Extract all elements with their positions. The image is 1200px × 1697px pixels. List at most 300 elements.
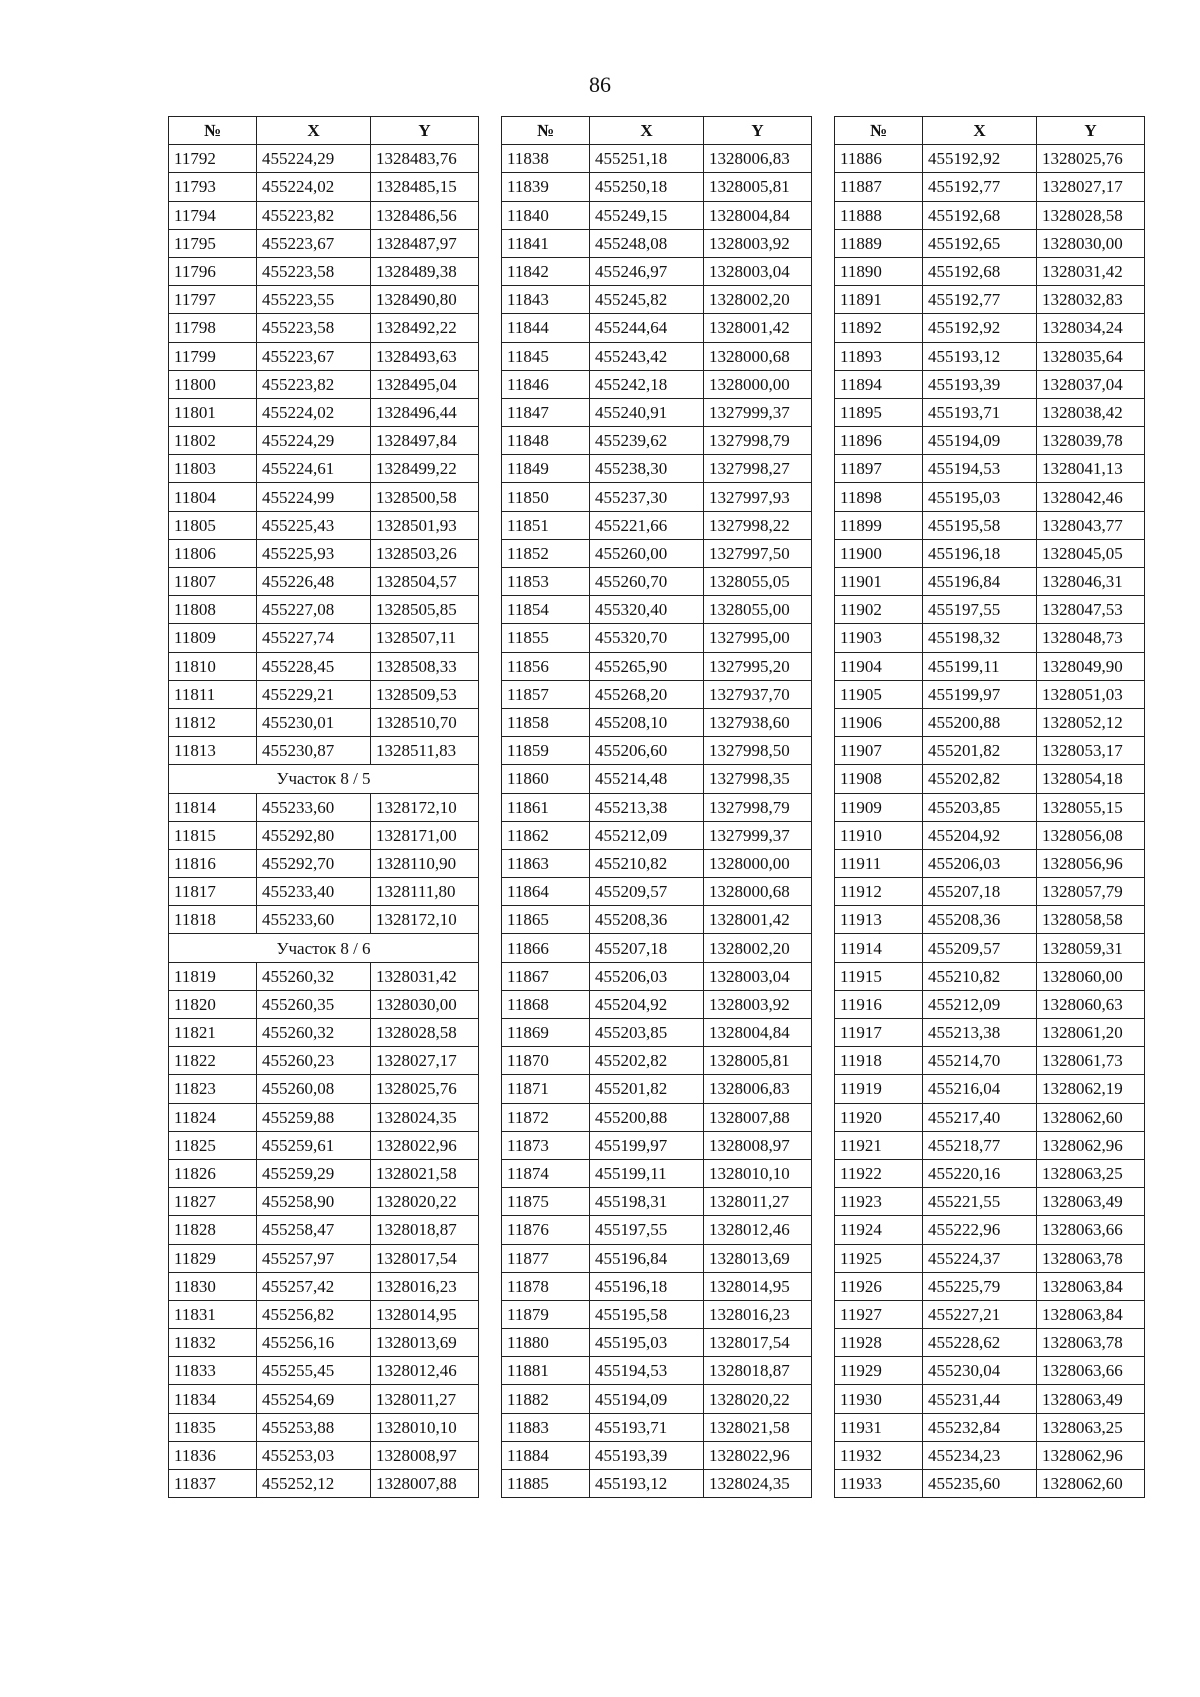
table-row bbox=[835, 652, 1145, 680]
point-number-cell: 11911 bbox=[835, 849, 923, 877]
table-row bbox=[169, 596, 479, 624]
y-coordinate-cell: 1327998,79 bbox=[704, 793, 812, 821]
x-coordinate-cell: 455253,03 bbox=[257, 1441, 371, 1469]
table-header-row bbox=[169, 117, 479, 145]
point-number-cell: 11906 bbox=[835, 708, 923, 736]
x-coordinate-cell: 455207,18 bbox=[590, 934, 704, 962]
x-coordinate-cell: 455220,16 bbox=[923, 1159, 1037, 1187]
y-coordinate-cell: 1328000,00 bbox=[704, 370, 812, 398]
y-coordinate-cell: 1328061,20 bbox=[1037, 1019, 1145, 1047]
x-coordinate-cell: 455224,02 bbox=[257, 173, 371, 201]
x-coordinate-cell: 455209,57 bbox=[590, 878, 704, 906]
table-row bbox=[502, 1047, 812, 1075]
x-coordinate-cell: 455193,71 bbox=[590, 1413, 704, 1441]
x-coordinate-cell: 455234,23 bbox=[923, 1441, 1037, 1469]
x-coordinate-cell: 455230,87 bbox=[257, 737, 371, 765]
y-coordinate-cell: 1328501,93 bbox=[371, 511, 479, 539]
table-row bbox=[169, 1329, 479, 1357]
header-number: № bbox=[169, 117, 257, 145]
x-coordinate-cell: 455260,32 bbox=[257, 1019, 371, 1047]
table-row bbox=[169, 1216, 479, 1244]
table-row bbox=[169, 1357, 479, 1385]
x-coordinate-cell: 455212,09 bbox=[923, 990, 1037, 1018]
y-coordinate-cell: 1328017,54 bbox=[704, 1329, 812, 1357]
y-coordinate-cell: 1328043,77 bbox=[1037, 511, 1145, 539]
table-header-row bbox=[502, 117, 812, 145]
point-number-cell: 11879 bbox=[502, 1300, 590, 1328]
header-y: Y bbox=[1037, 117, 1145, 145]
table-row bbox=[835, 624, 1145, 652]
point-number-cell: 11929 bbox=[835, 1357, 923, 1385]
point-number-cell: 11803 bbox=[169, 455, 257, 483]
table-row bbox=[169, 1075, 479, 1103]
table-row bbox=[169, 145, 479, 173]
y-coordinate-cell: 1328060,63 bbox=[1037, 990, 1145, 1018]
point-number-cell: 11851 bbox=[502, 511, 590, 539]
x-coordinate-cell: 455230,01 bbox=[257, 708, 371, 736]
x-coordinate-cell: 455210,82 bbox=[923, 962, 1037, 990]
point-number-cell: 11874 bbox=[502, 1159, 590, 1187]
point-number-cell: 11821 bbox=[169, 1019, 257, 1047]
point-number-cell: 11924 bbox=[835, 1216, 923, 1244]
y-coordinate-cell: 1327938,60 bbox=[704, 708, 812, 736]
point-number-cell: 11862 bbox=[502, 821, 590, 849]
y-coordinate-cell: 1328054,18 bbox=[1037, 765, 1145, 793]
table-row bbox=[502, 539, 812, 567]
point-number-cell: 11854 bbox=[502, 596, 590, 624]
point-number-cell: 11843 bbox=[502, 286, 590, 314]
y-coordinate-cell: 1328171,00 bbox=[371, 821, 479, 849]
x-coordinate-cell: 455248,08 bbox=[590, 229, 704, 257]
x-coordinate-cell: 455251,18 bbox=[590, 145, 704, 173]
y-coordinate-cell: 1327999,37 bbox=[704, 821, 812, 849]
table-row bbox=[502, 1131, 812, 1159]
table-row bbox=[835, 511, 1145, 539]
y-coordinate-cell: 1328013,69 bbox=[371, 1329, 479, 1357]
x-coordinate-cell: 455203,85 bbox=[590, 1019, 704, 1047]
y-coordinate-cell: 1328007,88 bbox=[704, 1103, 812, 1131]
table-row bbox=[502, 624, 812, 652]
x-coordinate-cell: 455260,08 bbox=[257, 1075, 371, 1103]
table-row bbox=[835, 201, 1145, 229]
x-coordinate-cell: 455196,18 bbox=[590, 1272, 704, 1300]
y-coordinate-cell: 1328487,97 bbox=[371, 229, 479, 257]
y-coordinate-cell: 1328483,76 bbox=[371, 145, 479, 173]
y-coordinate-cell: 1328037,04 bbox=[1037, 370, 1145, 398]
x-coordinate-cell: 455199,97 bbox=[923, 680, 1037, 708]
y-coordinate-cell: 1328060,00 bbox=[1037, 962, 1145, 990]
y-coordinate-cell: 1328055,00 bbox=[704, 596, 812, 624]
y-coordinate-cell: 1328062,96 bbox=[1037, 1441, 1145, 1469]
point-number-cell: 11885 bbox=[502, 1470, 590, 1498]
point-number-cell: 11878 bbox=[502, 1272, 590, 1300]
x-coordinate-cell: 455192,68 bbox=[923, 201, 1037, 229]
y-coordinate-cell: 1328002,20 bbox=[704, 934, 812, 962]
x-coordinate-cell: 455224,37 bbox=[923, 1244, 1037, 1272]
x-coordinate-cell: 455244,64 bbox=[590, 314, 704, 342]
point-number-cell: 11919 bbox=[835, 1075, 923, 1103]
x-coordinate-cell: 455214,70 bbox=[923, 1047, 1037, 1075]
y-coordinate-cell: 1328004,84 bbox=[704, 201, 812, 229]
point-number-cell: 11922 bbox=[835, 1159, 923, 1187]
point-number-cell: 11819 bbox=[169, 962, 257, 990]
header-y: Y bbox=[704, 117, 812, 145]
y-coordinate-cell: 1328056,08 bbox=[1037, 821, 1145, 849]
point-number-cell: 11812 bbox=[169, 708, 257, 736]
y-coordinate-cell: 1328017,54 bbox=[371, 1244, 479, 1272]
x-coordinate-cell: 455229,21 bbox=[257, 680, 371, 708]
point-number-cell: 11921 bbox=[835, 1131, 923, 1159]
table-row bbox=[835, 962, 1145, 990]
header-x: X bbox=[257, 117, 371, 145]
y-coordinate-cell: 1328052,12 bbox=[1037, 708, 1145, 736]
y-coordinate-cell: 1328016,23 bbox=[371, 1272, 479, 1300]
x-coordinate-cell: 455258,47 bbox=[257, 1216, 371, 1244]
point-number-cell: 11891 bbox=[835, 286, 923, 314]
point-number-cell: 11816 bbox=[169, 849, 257, 877]
point-number-cell: 11904 bbox=[835, 652, 923, 680]
table-row bbox=[835, 708, 1145, 736]
x-coordinate-cell: 455260,70 bbox=[590, 568, 704, 596]
table-row bbox=[502, 765, 812, 793]
table-row bbox=[835, 906, 1145, 934]
x-coordinate-cell: 455196,84 bbox=[590, 1244, 704, 1272]
y-coordinate-cell: 1328048,73 bbox=[1037, 624, 1145, 652]
x-coordinate-cell: 455204,92 bbox=[923, 821, 1037, 849]
x-coordinate-cell: 455224,99 bbox=[257, 483, 371, 511]
point-number-cell: 11836 bbox=[169, 1441, 257, 1469]
y-coordinate-cell: 1328062,60 bbox=[1037, 1470, 1145, 1498]
point-number-cell: 11882 bbox=[502, 1385, 590, 1413]
point-number-cell: 11898 bbox=[835, 483, 923, 511]
y-coordinate-cell: 1328028,58 bbox=[371, 1019, 479, 1047]
table-row bbox=[169, 849, 479, 877]
table-row bbox=[169, 1244, 479, 1272]
x-coordinate-cell: 455207,18 bbox=[923, 878, 1037, 906]
table-row bbox=[502, 229, 812, 257]
x-coordinate-cell: 455235,60 bbox=[923, 1470, 1037, 1498]
y-coordinate-cell: 1328172,10 bbox=[371, 906, 479, 934]
y-coordinate-cell: 1328055,15 bbox=[1037, 793, 1145, 821]
y-coordinate-cell: 1328013,69 bbox=[704, 1244, 812, 1272]
x-coordinate-cell: 455217,40 bbox=[923, 1103, 1037, 1131]
x-coordinate-cell: 455224,61 bbox=[257, 455, 371, 483]
y-coordinate-cell: 1328504,57 bbox=[371, 568, 479, 596]
x-coordinate-cell: 455206,03 bbox=[923, 849, 1037, 877]
x-coordinate-cell: 455257,42 bbox=[257, 1272, 371, 1300]
y-coordinate-cell: 1328061,73 bbox=[1037, 1047, 1145, 1075]
table-row bbox=[169, 1103, 479, 1131]
y-coordinate-cell: 1328053,17 bbox=[1037, 737, 1145, 765]
x-coordinate-cell: 455320,70 bbox=[590, 624, 704, 652]
y-coordinate-cell: 1327998,35 bbox=[704, 765, 812, 793]
table-row bbox=[502, 455, 812, 483]
table-row bbox=[169, 1272, 479, 1300]
point-number-cell: 11872 bbox=[502, 1103, 590, 1131]
point-number-cell: 11876 bbox=[502, 1216, 590, 1244]
table-row bbox=[835, 145, 1145, 173]
table-row bbox=[169, 821, 479, 849]
coordinates-table-2 bbox=[501, 116, 812, 1498]
table-row bbox=[502, 990, 812, 1018]
point-number-cell: 11880 bbox=[502, 1329, 590, 1357]
y-coordinate-cell: 1328002,20 bbox=[704, 286, 812, 314]
point-number-cell: 11867 bbox=[502, 962, 590, 990]
y-coordinate-cell: 1328035,64 bbox=[1037, 342, 1145, 370]
table-row bbox=[169, 455, 479, 483]
point-number-cell: 11797 bbox=[169, 286, 257, 314]
y-coordinate-cell: 1328489,38 bbox=[371, 257, 479, 285]
x-coordinate-cell: 455250,18 bbox=[590, 173, 704, 201]
table-row bbox=[169, 342, 479, 370]
point-number-cell: 11860 bbox=[502, 765, 590, 793]
y-coordinate-cell: 1328027,17 bbox=[371, 1047, 479, 1075]
point-number-cell: 11888 bbox=[835, 201, 923, 229]
header-number: № bbox=[502, 117, 590, 145]
table-row bbox=[835, 1441, 1145, 1469]
y-coordinate-cell: 1327998,27 bbox=[704, 455, 812, 483]
table-row bbox=[835, 173, 1145, 201]
point-number-cell: 11801 bbox=[169, 398, 257, 426]
y-coordinate-cell: 1328020,22 bbox=[371, 1188, 479, 1216]
point-number-cell: 11809 bbox=[169, 624, 257, 652]
y-coordinate-cell: 1328003,92 bbox=[704, 229, 812, 257]
x-coordinate-cell: 455259,88 bbox=[257, 1103, 371, 1131]
point-number-cell: 11845 bbox=[502, 342, 590, 370]
x-coordinate-cell: 455194,53 bbox=[590, 1357, 704, 1385]
point-number-cell: 11792 bbox=[169, 145, 257, 173]
point-number-cell: 11914 bbox=[835, 934, 923, 962]
point-number-cell: 11866 bbox=[502, 934, 590, 962]
x-coordinate-cell: 455265,90 bbox=[590, 652, 704, 680]
point-number-cell: 11830 bbox=[169, 1272, 257, 1300]
table-row bbox=[835, 398, 1145, 426]
point-number-cell: 11798 bbox=[169, 314, 257, 342]
y-coordinate-cell: 1328012,46 bbox=[704, 1216, 812, 1244]
point-number-cell: 11844 bbox=[502, 314, 590, 342]
point-number-cell: 11918 bbox=[835, 1047, 923, 1075]
y-coordinate-cell: 1328063,25 bbox=[1037, 1159, 1145, 1187]
table-row bbox=[502, 511, 812, 539]
table-row bbox=[502, 1413, 812, 1441]
table-row bbox=[169, 568, 479, 596]
table-row bbox=[502, 1329, 812, 1357]
table-row bbox=[169, 906, 479, 934]
point-number-cell: 11930 bbox=[835, 1385, 923, 1413]
y-coordinate-cell: 1328005,81 bbox=[704, 1047, 812, 1075]
table-row bbox=[169, 173, 479, 201]
table-row bbox=[502, 849, 812, 877]
y-coordinate-cell: 1328063,84 bbox=[1037, 1272, 1145, 1300]
x-coordinate-cell: 455227,74 bbox=[257, 624, 371, 652]
table-row bbox=[169, 539, 479, 567]
y-coordinate-cell: 1328497,84 bbox=[371, 427, 479, 455]
point-number-cell: 11908 bbox=[835, 765, 923, 793]
point-number-cell: 11847 bbox=[502, 398, 590, 426]
table-row bbox=[169, 793, 479, 821]
table-row bbox=[502, 821, 812, 849]
x-coordinate-cell: 455259,61 bbox=[257, 1131, 371, 1159]
point-number-cell: 11877 bbox=[502, 1244, 590, 1272]
table-row bbox=[169, 1047, 479, 1075]
point-number-cell: 11883 bbox=[502, 1413, 590, 1441]
y-coordinate-cell: 1328005,81 bbox=[704, 173, 812, 201]
point-number-cell: 11890 bbox=[835, 257, 923, 285]
x-coordinate-cell: 455228,62 bbox=[923, 1329, 1037, 1357]
point-number-cell: 11823 bbox=[169, 1075, 257, 1103]
point-number-cell: 11837 bbox=[169, 1470, 257, 1498]
point-number-cell: 11805 bbox=[169, 511, 257, 539]
point-number-cell: 11905 bbox=[835, 680, 923, 708]
x-coordinate-cell: 455213,38 bbox=[923, 1019, 1037, 1047]
y-coordinate-cell: 1328006,83 bbox=[704, 145, 812, 173]
point-number-cell: 11859 bbox=[502, 737, 590, 765]
point-number-cell: 11813 bbox=[169, 737, 257, 765]
point-number-cell: 11909 bbox=[835, 793, 923, 821]
table-row bbox=[835, 1470, 1145, 1498]
point-number-cell: 11900 bbox=[835, 539, 923, 567]
point-number-cell: 11842 bbox=[502, 257, 590, 285]
y-coordinate-cell: 1327999,37 bbox=[704, 398, 812, 426]
y-coordinate-cell: 1328031,42 bbox=[371, 962, 479, 990]
x-coordinate-cell: 455223,82 bbox=[257, 201, 371, 229]
table-row bbox=[502, 1103, 812, 1131]
x-coordinate-cell: 455196,84 bbox=[923, 568, 1037, 596]
table-row bbox=[835, 1329, 1145, 1357]
y-coordinate-cell: 1328030,00 bbox=[1037, 229, 1145, 257]
x-coordinate-cell: 455233,60 bbox=[257, 793, 371, 821]
y-coordinate-cell: 1327997,50 bbox=[704, 539, 812, 567]
table-row bbox=[835, 229, 1145, 257]
x-coordinate-cell: 455245,82 bbox=[590, 286, 704, 314]
point-number-cell: 11848 bbox=[502, 427, 590, 455]
x-coordinate-cell: 455254,69 bbox=[257, 1385, 371, 1413]
point-number-cell: 11899 bbox=[835, 511, 923, 539]
x-coordinate-cell: 455227,08 bbox=[257, 596, 371, 624]
x-coordinate-cell: 455208,10 bbox=[590, 708, 704, 736]
point-number-cell: 11895 bbox=[835, 398, 923, 426]
y-coordinate-cell: 1328016,23 bbox=[704, 1300, 812, 1328]
y-coordinate-cell: 1327995,00 bbox=[704, 624, 812, 652]
y-coordinate-cell: 1328046,31 bbox=[1037, 568, 1145, 596]
point-number-cell: 11931 bbox=[835, 1413, 923, 1441]
table-row bbox=[502, 1159, 812, 1187]
x-coordinate-cell: 455198,31 bbox=[590, 1188, 704, 1216]
x-coordinate-cell: 455224,29 bbox=[257, 427, 371, 455]
table-row bbox=[169, 708, 479, 736]
y-coordinate-cell: 1328010,10 bbox=[371, 1413, 479, 1441]
table-row bbox=[502, 257, 812, 285]
x-coordinate-cell: 455230,04 bbox=[923, 1357, 1037, 1385]
x-coordinate-cell: 455224,29 bbox=[257, 145, 371, 173]
x-coordinate-cell: 455213,38 bbox=[590, 793, 704, 821]
y-coordinate-cell: 1328003,04 bbox=[704, 257, 812, 285]
point-number-cell: 11925 bbox=[835, 1244, 923, 1272]
point-number-cell: 11868 bbox=[502, 990, 590, 1018]
x-coordinate-cell: 455292,70 bbox=[257, 849, 371, 877]
y-coordinate-cell: 1328510,70 bbox=[371, 708, 479, 736]
y-coordinate-cell: 1328493,63 bbox=[371, 342, 479, 370]
table-row bbox=[502, 962, 812, 990]
x-coordinate-cell: 455199,11 bbox=[590, 1159, 704, 1187]
point-number-cell: 11871 bbox=[502, 1075, 590, 1103]
x-coordinate-cell: 455256,16 bbox=[257, 1329, 371, 1357]
y-coordinate-cell: 1328496,44 bbox=[371, 398, 479, 426]
x-coordinate-cell: 455195,58 bbox=[590, 1300, 704, 1328]
table-row bbox=[835, 1047, 1145, 1075]
y-coordinate-cell: 1328012,46 bbox=[371, 1357, 479, 1385]
y-coordinate-cell: 1328006,83 bbox=[704, 1075, 812, 1103]
table-row bbox=[502, 1188, 812, 1216]
point-number-cell: 11795 bbox=[169, 229, 257, 257]
x-coordinate-cell: 455192,77 bbox=[923, 286, 1037, 314]
header-x: X bbox=[923, 117, 1037, 145]
y-coordinate-cell: 1328051,03 bbox=[1037, 680, 1145, 708]
table-row bbox=[169, 737, 479, 765]
x-coordinate-cell: 455258,90 bbox=[257, 1188, 371, 1216]
y-coordinate-cell: 1328485,15 bbox=[371, 173, 479, 201]
table-row bbox=[835, 793, 1145, 821]
table-row bbox=[169, 1413, 479, 1441]
y-coordinate-cell: 1328014,95 bbox=[371, 1300, 479, 1328]
x-coordinate-cell: 455193,39 bbox=[923, 370, 1037, 398]
point-number-cell: 11920 bbox=[835, 1103, 923, 1131]
x-coordinate-cell: 455201,82 bbox=[923, 737, 1037, 765]
point-number-cell: 11873 bbox=[502, 1131, 590, 1159]
point-number-cell: 11815 bbox=[169, 821, 257, 849]
point-number-cell: 11917 bbox=[835, 1019, 923, 1047]
x-coordinate-cell: 455192,65 bbox=[923, 229, 1037, 257]
x-coordinate-cell: 455255,45 bbox=[257, 1357, 371, 1385]
y-coordinate-cell: 1328003,92 bbox=[704, 990, 812, 1018]
x-coordinate-cell: 455193,12 bbox=[923, 342, 1037, 370]
page-number: 86 bbox=[589, 72, 611, 97]
x-coordinate-cell: 455238,30 bbox=[590, 455, 704, 483]
y-coordinate-cell: 1328063,66 bbox=[1037, 1357, 1145, 1385]
x-coordinate-cell: 455260,32 bbox=[257, 962, 371, 990]
y-coordinate-cell: 1328111,80 bbox=[371, 878, 479, 906]
point-number-cell: 11887 bbox=[835, 173, 923, 201]
y-coordinate-cell: 1328063,78 bbox=[1037, 1244, 1145, 1272]
table-row bbox=[169, 370, 479, 398]
y-coordinate-cell: 1328492,22 bbox=[371, 314, 479, 342]
table-row bbox=[835, 1019, 1145, 1047]
point-number-cell: 11811 bbox=[169, 680, 257, 708]
table-row bbox=[835, 596, 1145, 624]
point-number-cell: 11833 bbox=[169, 1357, 257, 1385]
point-number-cell: 11800 bbox=[169, 370, 257, 398]
point-number-cell: 11926 bbox=[835, 1272, 923, 1300]
y-coordinate-cell: 1328008,97 bbox=[371, 1441, 479, 1469]
y-coordinate-cell: 1328028,58 bbox=[1037, 201, 1145, 229]
point-number-cell: 11852 bbox=[502, 539, 590, 567]
x-coordinate-cell: 455199,11 bbox=[923, 652, 1037, 680]
table-row bbox=[502, 173, 812, 201]
point-number-cell: 11802 bbox=[169, 427, 257, 455]
x-coordinate-cell: 455223,55 bbox=[257, 286, 371, 314]
point-number-cell: 11829 bbox=[169, 1244, 257, 1272]
y-coordinate-cell: 1328025,76 bbox=[1037, 145, 1145, 173]
table-row bbox=[502, 680, 812, 708]
y-coordinate-cell: 1328110,90 bbox=[371, 849, 479, 877]
y-coordinate-cell: 1328047,53 bbox=[1037, 596, 1145, 624]
x-coordinate-cell: 455246,97 bbox=[590, 257, 704, 285]
table-row bbox=[169, 962, 479, 990]
x-coordinate-cell: 455260,23 bbox=[257, 1047, 371, 1075]
y-coordinate-cell: 1327995,20 bbox=[704, 652, 812, 680]
y-coordinate-cell: 1328507,11 bbox=[371, 624, 479, 652]
y-coordinate-cell: 1328000,68 bbox=[704, 878, 812, 906]
